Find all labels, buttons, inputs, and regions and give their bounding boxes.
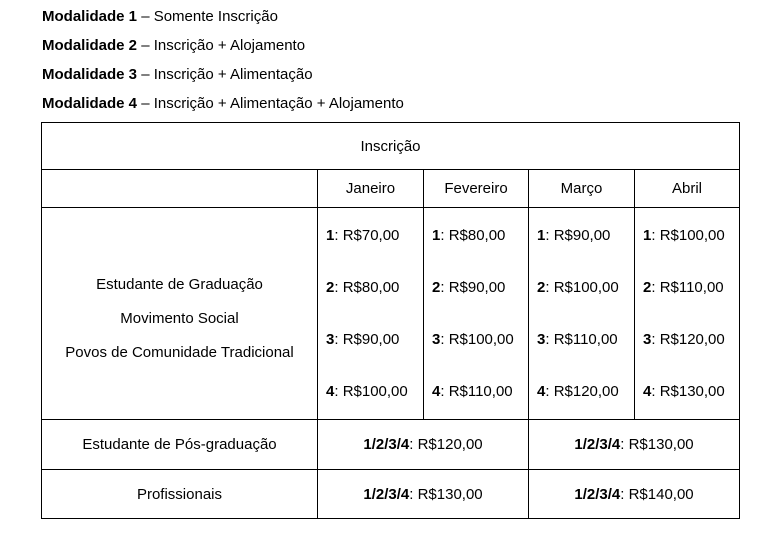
category-povos-tradicionais: Povos de Comunidade Tradicional xyxy=(65,343,294,361)
prices-fevereiro: 1: R$80,00 2: R$90,00 3: R$100,00 4: R$110,00 xyxy=(424,208,529,420)
table-title-row xyxy=(42,123,740,170)
price-value: R$70,00 xyxy=(342,227,400,244)
modalidade-number: 1 xyxy=(537,227,546,244)
price-value: R$80,00 xyxy=(342,279,400,296)
modalidade-4 xyxy=(42,93,404,122)
price-value: R$80,00 xyxy=(448,227,506,244)
price-value: R$130,00 xyxy=(659,383,725,400)
modalidade-number: 4 xyxy=(537,383,546,400)
modalidade-number: 1/2/3/4 xyxy=(574,485,621,503)
modalidade-number: 4 xyxy=(326,383,335,400)
price-value: R$110,00 xyxy=(448,383,513,400)
profissionais-row xyxy=(42,470,740,519)
price-value: R$140,00 xyxy=(628,485,694,503)
modalidade-desc: – Inscrição + Alimentação + Alojamento xyxy=(141,95,404,112)
modalidade-number: 1/2/3/4 xyxy=(574,436,621,453)
modalidade-desc: – Inscrição + Alojamento xyxy=(141,37,306,54)
price-value: R$120,00 xyxy=(659,331,725,348)
modalidade-label: Modalidade 4 xyxy=(42,95,138,112)
modalidades-list xyxy=(42,6,404,122)
modalidade-label: Modalidade 3 xyxy=(42,66,138,83)
prices-janeiro: 1: R$70,00 2: R$80,00 3: R$90,00 4: R$100,00 xyxy=(318,208,424,420)
month-fevereiro: Fevereiro xyxy=(424,170,529,208)
modalidade-3 xyxy=(42,64,404,93)
profissionais-price-jan-fev: 1/2/3/4: R$130,00 xyxy=(318,470,529,519)
modalidade-number: 3 xyxy=(432,331,441,348)
table-title: Inscrição xyxy=(42,123,740,170)
month-janeiro: Janeiro xyxy=(318,170,424,208)
price-value: R$100,00 xyxy=(448,331,514,348)
price-value: R$100,00 xyxy=(553,279,619,296)
modalidade-number: 3 xyxy=(537,331,546,348)
price-table xyxy=(41,122,740,519)
modalidade-number: 4 xyxy=(432,383,441,400)
modalidade-number: 1/2/3/4 xyxy=(363,485,410,503)
price-value: R$90,00 xyxy=(553,227,611,244)
price-value: R$110,00 xyxy=(659,279,724,296)
modalidade-number: 1/2/3/4 xyxy=(363,436,410,453)
modalidade-label: Modalidade 1 xyxy=(42,8,138,25)
prices-marco: 1: R$90,00 2: R$100,00 3: R$110,00 4: R$120,00 xyxy=(529,208,635,420)
modalidade-number: 4 xyxy=(643,383,652,400)
pos-graduacao-price-mar-abr: 1/2/3/4: R$130,00 xyxy=(529,420,740,470)
price-value: R$90,00 xyxy=(448,279,506,296)
category-graduacao: Estudante de Graduação xyxy=(96,275,263,293)
empty-header-cell xyxy=(42,170,318,208)
group1-categories xyxy=(42,208,318,420)
price-value: R$120,00 xyxy=(417,436,483,453)
months-row xyxy=(42,170,740,208)
pos-graduacao-row xyxy=(42,420,740,470)
price-value: R$120,00 xyxy=(553,383,619,400)
modalidade-number: 1 xyxy=(432,227,441,244)
modalidade-desc: – Somente Inscrição xyxy=(141,8,278,25)
modalidade-label: Modalidade 2 xyxy=(42,37,138,54)
modalidade-number: 2 xyxy=(326,279,335,296)
modalidade-1 xyxy=(42,6,404,35)
profissionais-price-mar-abr: 1/2/3/4: R$140,00 xyxy=(529,470,740,519)
price-value: R$90,00 xyxy=(342,331,400,348)
category-movimento-social: Movimento Social xyxy=(120,309,239,327)
month-abril: Abril xyxy=(635,170,740,208)
profissionais-label: Profissionais xyxy=(42,470,318,519)
modalidade-2 xyxy=(42,35,404,64)
modalidade-number: 2 xyxy=(643,279,652,296)
group1-row xyxy=(42,208,740,420)
modalidade-number: 3 xyxy=(643,331,652,348)
price-value: R$100,00 xyxy=(659,227,725,244)
modalidade-number: 2 xyxy=(432,279,441,296)
month-marco: Março xyxy=(529,170,635,208)
pos-graduacao-price-jan-fev: 1/2/3/4: R$120,00 xyxy=(318,420,529,470)
modalidade-number: 2 xyxy=(537,279,546,296)
price-value: R$130,00 xyxy=(628,436,694,453)
price-value: R$110,00 xyxy=(553,331,618,348)
modalidade-number: 1 xyxy=(326,227,335,244)
modalidade-number: 1 xyxy=(643,227,652,244)
prices-abril: 1: R$100,00 2: R$110,00 3: R$120,00 4: R$130,00 xyxy=(635,208,740,420)
price-value: R$130,00 xyxy=(417,485,483,503)
price-value: R$100,00 xyxy=(342,383,408,400)
modalidade-desc: – Inscrição + Alimentação xyxy=(141,66,313,83)
pos-graduacao-label: Estudante de Pós-graduação xyxy=(42,420,318,470)
modalidade-number: 3 xyxy=(326,331,335,348)
